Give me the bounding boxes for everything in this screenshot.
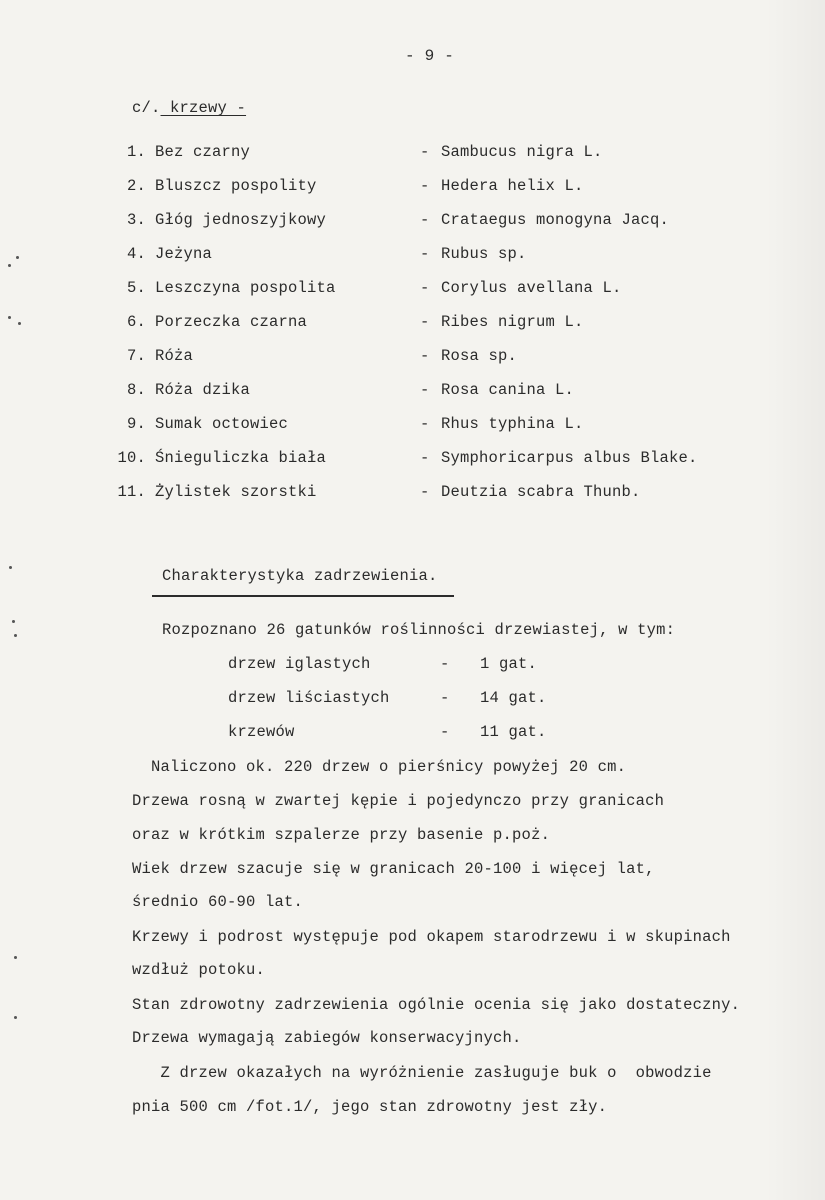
page-number: - 9 -: [405, 47, 455, 65]
category-dash: -: [440, 723, 450, 741]
shrub-polish-name: Jeżyna: [155, 245, 213, 263]
shrub-number: 8.: [126, 381, 146, 399]
shrub-polish-name: Żylistek szorstki: [155, 483, 317, 501]
scan-speck: [14, 1016, 17, 1019]
shrub-dash: -: [420, 211, 430, 229]
heading-underline: [152, 595, 454, 597]
summary-intro: Rozpoznano 26 gatunków roślinności drzewiastej, w tym:: [162, 621, 676, 639]
shrub-latin-name: Corylus avellana L.: [441, 279, 622, 297]
section-title: [132, 98, 246, 118]
body-line: Z drzew okazałych na wyróżnienie zasługuje buk o obwodzie: [132, 1064, 712, 1082]
shrub-polish-name: Porzeczka czarna: [155, 313, 308, 331]
shrub-dash: -: [420, 313, 430, 331]
category-value: 1 gat.: [480, 655, 538, 673]
shrub-latin-name: Ribes nigrum L.: [441, 313, 584, 331]
shrub-polish-name: Róża dzika: [155, 381, 251, 399]
scan-speck: [8, 264, 11, 267]
section-prefix: c/.: [132, 99, 161, 117]
shrub-dash: -: [420, 415, 430, 433]
scan-speck: [12, 620, 15, 623]
shrub-latin-name: Crataegus monogyna Jacq.: [441, 211, 670, 229]
scan-speck: [9, 566, 12, 569]
shrub-dash: -: [420, 449, 430, 467]
body-line: Naliczono ok. 220 drzew o pierśnicy powyżej 20 cm.: [132, 758, 627, 776]
body-line: wzdłuż potoku.: [132, 961, 266, 979]
shrub-polish-name: Głóg jednoszyjkowy: [155, 211, 327, 229]
body-line: Drzewa wymagają zabiegów konserwacyjnych.: [132, 1029, 522, 1047]
body-line: Krzewy i podrost występuje pod okapem starodrzewu i w skupinach: [132, 928, 731, 946]
shrub-number: 9.: [126, 415, 146, 433]
shrub-dash: -: [420, 279, 430, 297]
shrub-number: 1.: [126, 143, 146, 161]
body-line: Wiek drzew szacuje się w granicach 20-100 i więcej lat,: [132, 860, 655, 878]
body-line: Stan zdrowotny zadrzewienia ogólnie ocenia się jako dostateczny.: [132, 996, 741, 1014]
category-label: drzew liściastych: [228, 689, 390, 707]
body-line: średnio 60-90 lat.: [132, 893, 304, 911]
shrub-latin-name: Hedera helix L.: [441, 177, 584, 195]
shrub-polish-name: Sumak octowiec: [155, 415, 289, 433]
category-value: 14 gat.: [480, 689, 547, 707]
shrub-polish-name: Bluszcz pospolity: [155, 177, 317, 195]
shrub-number: 6.: [126, 313, 146, 331]
shrub-dash: -: [420, 245, 430, 263]
scan-speck: [14, 634, 17, 637]
shrub-dash: -: [420, 177, 430, 195]
scan-speck: [16, 256, 19, 259]
category-dash: -: [440, 655, 450, 673]
section-title-text: [161, 99, 247, 117]
scan-speck: [14, 956, 17, 959]
shrub-number: 5.: [126, 279, 146, 297]
shrub-number: 4.: [126, 245, 146, 263]
body-line: Drzewa rosną w zwartej kępie i pojedynczo przy granicach: [132, 792, 665, 810]
category-label: drzew iglastych: [228, 655, 371, 673]
shrub-latin-name: Rubus sp.: [441, 245, 527, 263]
shrub-polish-name: Bez czarny: [155, 143, 251, 161]
shrub-dash: -: [420, 347, 430, 365]
body-line: pnia 500 cm /fot.1/, jego stan zdrowotny jest zły.: [132, 1098, 608, 1116]
shrub-number: 7.: [126, 347, 146, 365]
shrub-latin-name: Rosa canina L.: [441, 381, 575, 399]
section-heading: Charakterystyka zadrzewienia.: [162, 567, 438, 585]
scan-speck: [8, 316, 11, 319]
shrub-polish-name: Róża: [155, 347, 194, 365]
scan-speck: [18, 322, 21, 325]
shrub-dash: -: [420, 483, 430, 501]
category-label: krzewów: [228, 723, 295, 741]
shrub-latin-name: Deutzia scabra Thunb.: [441, 483, 641, 501]
shrub-latin-name: Rhus typhina L.: [441, 415, 584, 433]
page-edge-shadow: [765, 0, 825, 1200]
shrub-number: 3.: [126, 211, 146, 229]
body-line: oraz w krótkim szpalerze przy basenie p.poż.: [132, 826, 551, 844]
shrub-latin-name: Sambucus nigra L.: [441, 143, 603, 161]
category-dash: -: [440, 689, 450, 707]
shrub-number: 11.: [117, 483, 146, 501]
shrub-latin-name: Symphoricarpus albus Blake.: [441, 449, 698, 467]
shrub-number: 2.: [126, 177, 146, 195]
section-title-label: krzewy -: [170, 99, 247, 117]
shrub-polish-name: Leszczyna pospolita: [155, 279, 336, 297]
shrub-latin-name: Rosa sp.: [441, 347, 518, 365]
shrub-polish-name: Śnieguliczka biała: [155, 449, 327, 467]
shrub-number: 10.: [117, 449, 146, 467]
shrub-dash: -: [420, 381, 430, 399]
category-value: 11 gat.: [480, 723, 547, 741]
shrub-dash: -: [420, 143, 430, 161]
